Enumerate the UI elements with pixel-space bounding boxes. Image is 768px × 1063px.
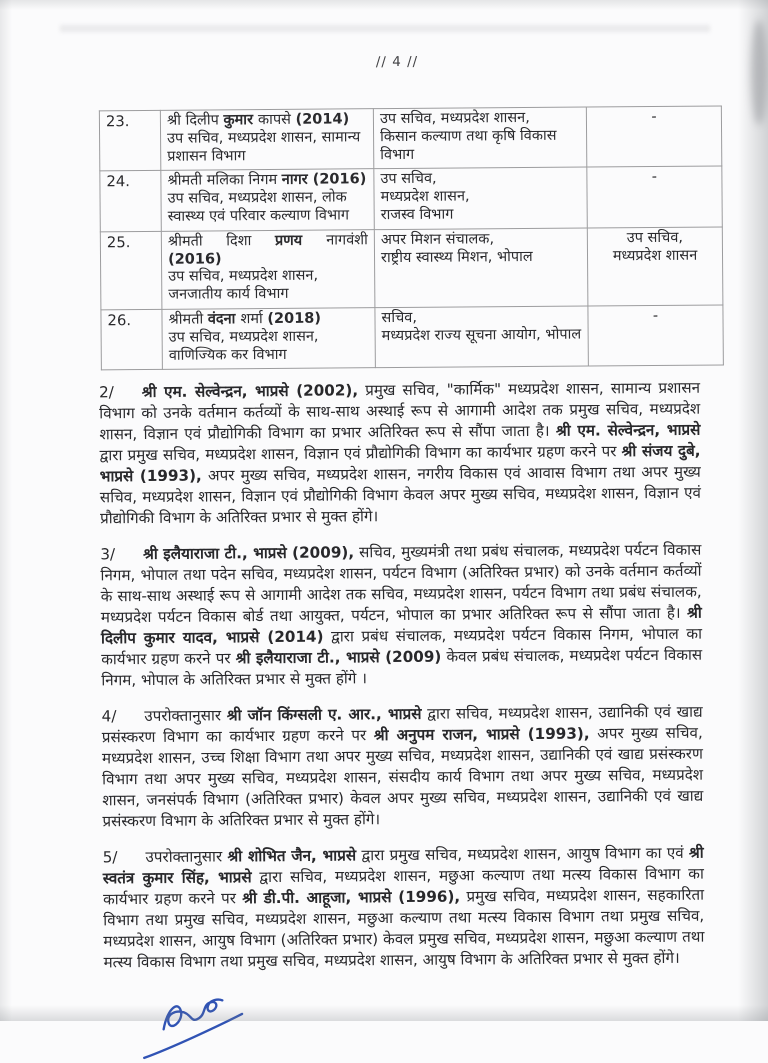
text-segment: उप सचिव, मध्यप्रदेश शासन, [380, 110, 530, 127]
text-segment: मध्यप्रदेश राज्य सूचना आयोग, भोपाल [382, 326, 582, 344]
text-segment: वंदना [208, 311, 241, 327]
order-paragraph [103, 843, 705, 974]
page-edge-bottom [0, 1005, 768, 1021]
text-segment: श्री अनुपम राजन, भाप्रसे (1993), [374, 725, 590, 745]
officer-cell [162, 308, 375, 370]
table-row [101, 305, 723, 370]
charge-cell [374, 167, 587, 229]
officer-cell [161, 229, 375, 309]
officer-line [168, 268, 368, 287]
remark-cell [587, 166, 722, 227]
remark-cell [586, 106, 721, 167]
paragraph-number: 2/ [99, 384, 114, 402]
text-segment: उपरोक्तानुसार [145, 848, 227, 867]
text-segment: - [653, 308, 658, 324]
table-row [100, 227, 723, 310]
text-segment: द्वारा प्रबंध संचालक, मध्यप्रदेश पर्यटन विकास निगम, भोपाल का कार्यभार ग्रहण करने पर [101, 625, 702, 669]
text-segment: वाणिज्यिक कर विभाग [169, 346, 287, 363]
officer-line [167, 172, 367, 191]
charge-line [381, 206, 581, 225]
text-segment: अपर मुख्य सचिव, मध्यप्रदेश शासन, नगरीय विकास एवं आवास विभाग तथा अपर मुख्य सचिव, मध्यप्रदेश शासन, विज्ञान एवं प्रौद्योगिकी विभाग केवल अपर मुख्य सचिव, मध्यप्रदेश शासन, विज्ञान एवं प्रौद्योगिकी विभाग के अतिरिक्त प्रभार से मुक्त होंगे। [100, 463, 701, 528]
page-edge-left [0, 0, 12, 1021]
officer-line [167, 147, 367, 166]
text-segment: उप सचिव, [627, 230, 683, 246]
charge-line [380, 188, 580, 207]
text-segment: उपरोक्तानुसार [144, 707, 227, 726]
text-segment: श्री एम. सेल्वेन्द्रन, भाप्रसे (2002), [142, 382, 358, 402]
text-segment: किसान कल्याण तथा कृषि विकास [380, 128, 557, 145]
table-row [99, 106, 721, 171]
charge-line [380, 110, 580, 129]
charge-cell [375, 306, 588, 368]
text-segment: स्वास्थ्य एवं परिवार कल्याण विभाग [168, 207, 349, 224]
text-segment: - [652, 169, 657, 185]
remark-cell [587, 227, 723, 306]
paragraph-number: 5/ [103, 849, 118, 867]
text-segment: कुमार [223, 112, 258, 128]
officer-line [168, 232, 368, 269]
page-corner-shadow [751, 20, 767, 125]
officer-line [167, 189, 367, 208]
text-segment: केवल प्रबंध संचालक, मध्यप्रदेश पर्यटन विकास निगम, भोपाल के अतिरिक्त प्रभार से मुक्त होंगे । [101, 646, 702, 690]
charge-cell [374, 228, 588, 308]
text-segment: श्रीमती दिशा [168, 233, 275, 250]
officer-cell [160, 109, 373, 171]
officer-line [168, 285, 368, 304]
scanned-page [96, 0, 705, 1063]
order-paragraphs [99, 378, 705, 974]
text-segment: अपर मिशन संचालक, [381, 231, 494, 248]
text-segment: सचिव, मुख्यमंत्री तथा प्रबंध संचालक, मध्यप्रदेश पर्यटन विकास निगम, भोपाल तथा पदेन सचिव, मध्यप्रदेश शासन, पर्यटन विभाग (अतिरिक्त प्रभार) को उनके वर्तमान कर्तव्यों के साथ-साथ अस्थाई रूप से आगामी आदेश तक सचिव, मध्यप्रदेश शासन, पर्यटन विभाग तथा प्रबंध संचालक, मध्यप्रदेश पर्यटन विकास बोर्ड तथा आयुक्त, पर्यटन, भोपाल का प्रभार अतिरिक्त रूप से सौंपा जाता है। [100, 541, 701, 627]
officer-line [167, 129, 367, 148]
text-segment: श्री जॉन किंग्सली ए. आर., भाप्रसे [227, 705, 422, 725]
text-segment: श्री डी.पी. आहूजा, भाप्रसे (1996), [242, 888, 460, 908]
charge-line [381, 230, 581, 249]
text-segment: उप सचिव, मध्यप्रदेश शासन, [168, 268, 318, 285]
transfer-table [99, 105, 724, 370]
text-segment: - [651, 109, 656, 125]
remark-line [593, 169, 715, 188]
text-segment: श्री स्वतंत्र कुमार सिंह, भाप्रसे [103, 844, 704, 888]
row-serial: 25. [100, 231, 162, 310]
officer-line [168, 207, 368, 226]
page-edge-shadow-right [738, 0, 768, 1021]
text-segment: श्री एम. सेल्वेन्द्रन, भाप्रसे [556, 421, 701, 440]
text-segment: सचिव, [381, 310, 417, 326]
charge-cell [373, 107, 586, 169]
text-segment: प्रणय [275, 232, 326, 248]
text-segment: द्वारा सचिव, मध्यप्रदेश शासन, उद्यानिकी एवं खाद्य प्रसंस्करण विभाग का कार्यभार ग्रहण करने पर [102, 703, 703, 747]
order-paragraph [99, 378, 701, 530]
officer-cell [161, 169, 374, 231]
text-segment: (2018) [267, 311, 321, 327]
text-segment: नागवंशी [326, 232, 368, 248]
text-segment: प्रशासन विभाग [167, 148, 245, 165]
text-segment: श्रीमती मलिका निगम [167, 172, 281, 189]
text-segment: उप सचिव, मध्यप्रदेश शासन, [169, 328, 319, 345]
text-segment: (2016) [168, 251, 222, 267]
paragraph-number: 3/ [100, 546, 115, 564]
row-serial: 24. [100, 171, 161, 232]
text-segment: श्री दिलीप [167, 112, 224, 128]
order-paragraph [100, 540, 702, 692]
charge-line [381, 309, 581, 328]
text-segment: राष्ट्रीय स्वास्थ्य मिशन, भोपाल [381, 249, 533, 266]
text-segment: शर्मा [240, 311, 267, 327]
text-segment: श्री शोभित जैन, भाप्रसे [227, 847, 356, 866]
charge-line [380, 127, 580, 146]
table-row [100, 166, 722, 231]
remark-line [594, 247, 716, 266]
text-segment: श्री संजय दुबे, भाप्रसे (1993), [100, 442, 701, 486]
text-segment: प्रमुख सचिव, मध्यप्रदेश शासन, सहकारिता विभाग तथा प्रमुख सचिव, मध्यप्रदेश शासन, मछुआ कल्याण तथा मत्स्य विकास विभाग तथा प्रमुख सचिव, मध्यप्रदेश शासन, आयुष विभाग (अतिरिक्त प्रभार) केवल प्रमुख सचिव, मध्यप्रदेश शासन, मछुआ कल्याण तथा मत्स्य विकास विभाग तथा प्रमुख सचिव, मध्यप्रदेश शासन, आयुष विभाग के अतिरिक्त प्रभार से मुक्त होंगे। [103, 886, 704, 972]
text-segment: कापसे [258, 112, 296, 128]
text-segment: अपर मुख्य सचिव, मध्यप्रदेश शासन, उच्च शिक्षा विभाग तथा अपर मुख्य सचिव, मध्यप्रदेश शासन, उद्यानिकी एवं खाद्य प्रसंस्करण विभाग तथा अपर मुख्य सचिव, मध्यप्रदेश शासन, संसदीय कार्य विभाग तथा अपर मुख्य सचिव, मध्यप्रदेश शासन, जनसंपर्क विभाग (अतिरिक्त प्रभार) केवल अपर मुख्य सचिव, मध्यप्रदेश शासन, उद्यानिकी एवं खाद्य प्रसंस्करण विभाग के अतिरिक्त प्रभार से मुक्त होंगे। [102, 724, 703, 831]
text-segment: नागर (2016) [282, 172, 367, 189]
officer-line [168, 310, 368, 329]
text-segment: मध्यप्रदेश शासन, [380, 189, 469, 206]
text-segment: उप सचिव, मध्यप्रदेश शासन, लोक [167, 190, 346, 207]
remark-line [593, 109, 715, 128]
text-segment: श्रीमती [168, 311, 207, 327]
remark-line [594, 307, 716, 326]
text-segment: राजस्व विभाग [381, 207, 454, 224]
text-segment: प्रमुख सचिव, "कार्मिक" मध्यप्रदेश शासन, सामान्य प्रशासन विभाग को उनके वर्तमान कर्तव्यों के साथ-साथ अस्थाई रूप से आगामी आदेश तक प्रमुख सचिव, मध्यप्रदेश शासन, विज्ञान एवं प्रौद्योगिकी विभाग का प्रभार अतिरिक्त रूप से सौंपा जाता है। [99, 379, 700, 444]
text-segment: मध्यप्रदेश शासन [613, 247, 698, 264]
charge-line [380, 170, 580, 189]
page-edge-top [0, 0, 768, 10]
text-segment: श्री इलैयाराजा टी., भाप्रसे (2009) [236, 648, 442, 668]
charge-line [382, 326, 582, 345]
text-segment: (2014) [295, 111, 349, 127]
officer-line [169, 346, 369, 365]
text-segment: विभाग [380, 146, 414, 162]
text-segment: श्री दिलीप कुमार यादव, भाप्रसे (2014) [101, 604, 702, 648]
text-segment: द्वारा प्रमुख सचिव, मध्यप्रदेश शासन, आयुष विभाग का एवं [356, 844, 689, 865]
text-segment: उप सचिव, [380, 171, 436, 187]
charge-line [381, 248, 581, 267]
text-segment: श्री इलैयाराजा टी., भाप्रसे (2009), [143, 544, 354, 564]
paragraph-number: 4/ [102, 708, 117, 726]
officer-line [169, 328, 369, 347]
officer-line [167, 111, 367, 130]
remark-line [594, 229, 716, 248]
row-serial: 23. [99, 110, 160, 171]
remark-cell [588, 305, 723, 366]
row-serial: 26. [101, 309, 162, 370]
text-segment: उप सचिव, मध्यप्रदेश शासन, सामान्य [167, 129, 360, 147]
page-number: // 4 // [96, 52, 697, 73]
text-segment: जनजातीय कार्य विभाग [168, 286, 288, 303]
charge-line [380, 145, 580, 164]
text-segment: द्वारा सचिव, मध्यप्रदेश शासन, मछुआ कल्याण तथा मत्स्य विकास विभाग का कार्यभार ग्रहण करने पर [103, 865, 704, 909]
text-segment: द्वारा प्रमुख सचिव, मध्यप्रदेश शासन, विज्ञान एवं प्रौद्योगिकी विभाग का कार्यभार ग्रहण करने पर [99, 443, 621, 465]
signature [140, 988, 249, 1063]
order-paragraph [102, 702, 704, 833]
